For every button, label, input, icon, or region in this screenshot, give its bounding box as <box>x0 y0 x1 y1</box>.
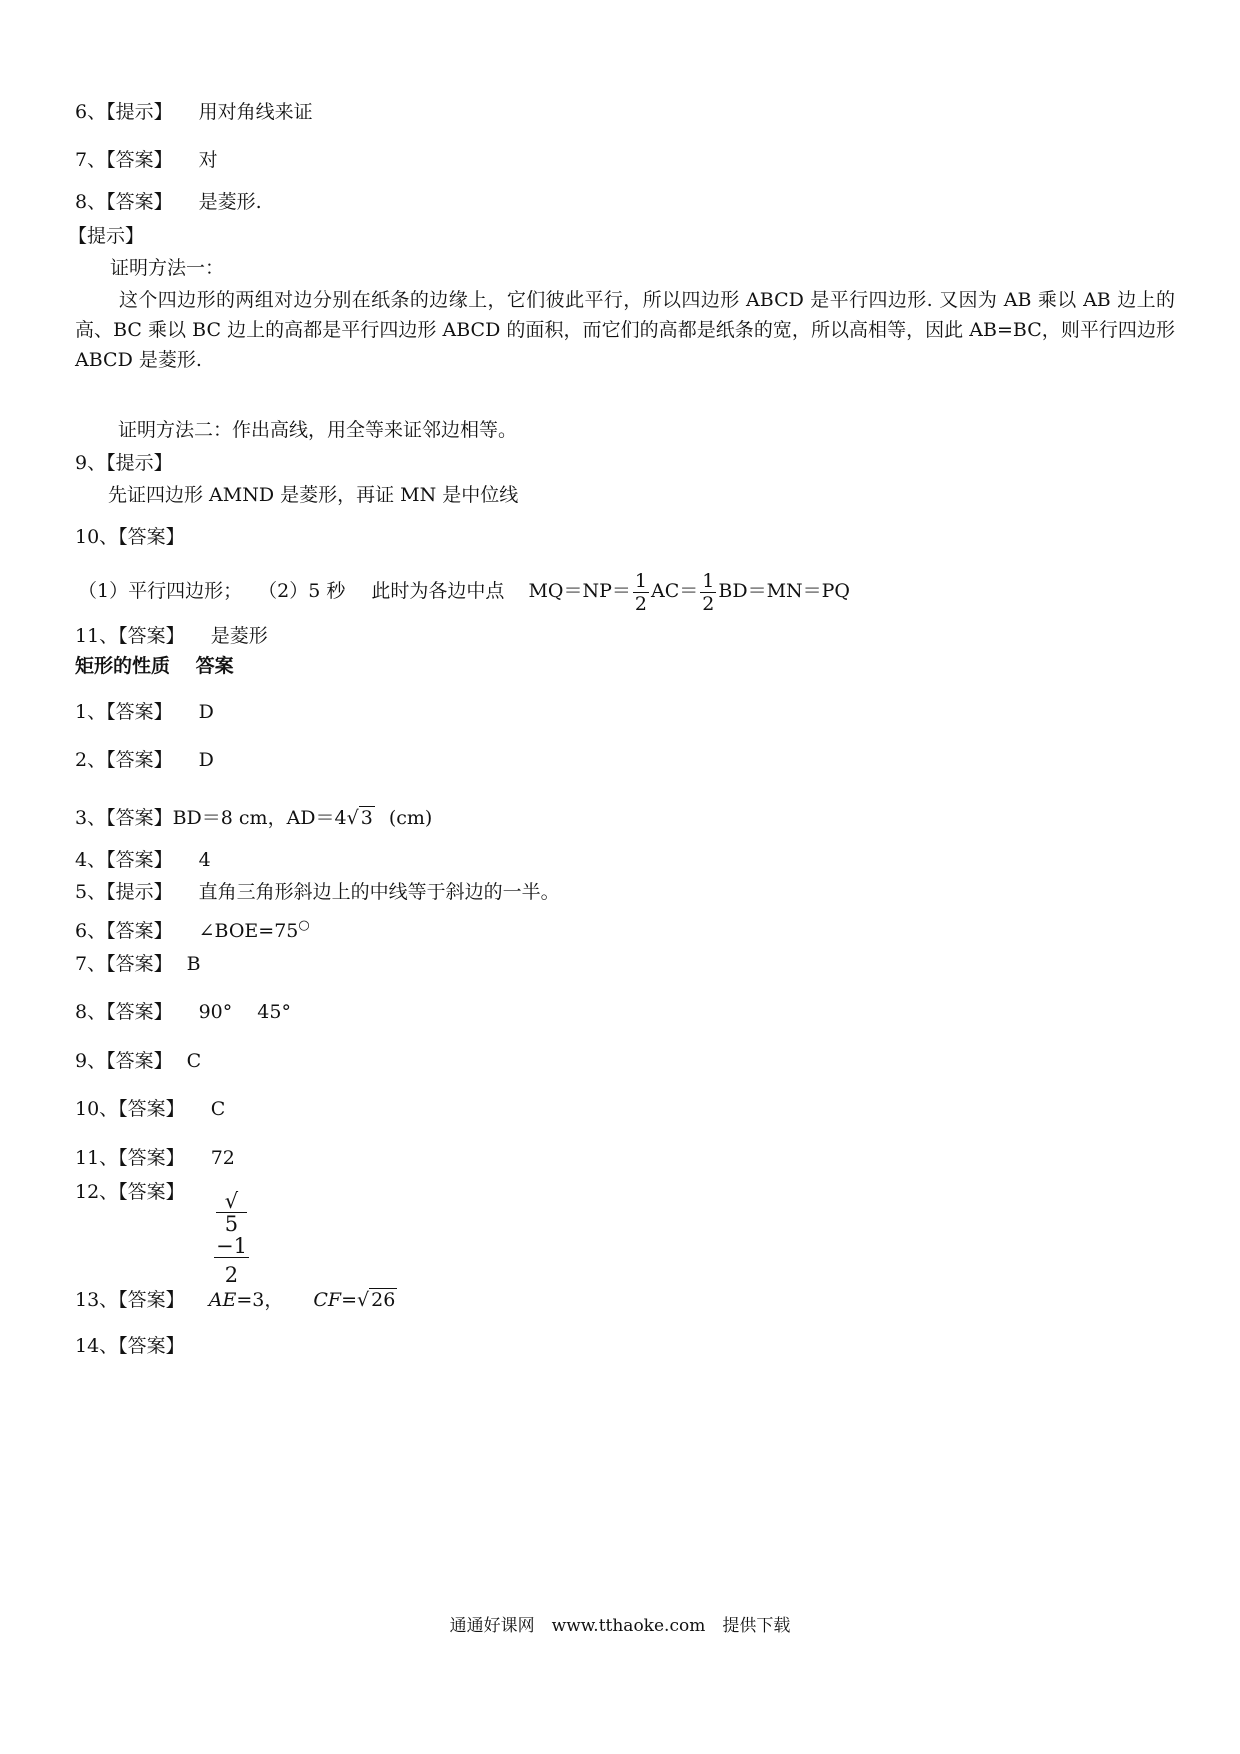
item-number: 12、【答案】 <box>75 1181 185 1203</box>
item-11-answer <box>75 624 268 648</box>
numerator-tail: −1 <box>216 1234 247 1258</box>
rect-item-6 <box>75 914 310 943</box>
item-text: C <box>210 1098 226 1120</box>
fraction-denominator: 2 <box>224 1263 239 1287</box>
proof-1-title: 证明方法一： <box>110 257 225 279</box>
cf-equals: = <box>341 1289 358 1311</box>
item-number: 8、【答案】 <box>75 1001 173 1023</box>
item-text: 对 <box>198 149 218 171</box>
rect-item-10 <box>75 1097 225 1121</box>
item-number: 6、【提示】 <box>75 101 173 123</box>
rect-item-4 <box>75 848 211 872</box>
fraction-sqrt5-minus-1-over-2 <box>214 1190 249 1292</box>
item-text: 用对角线来证 <box>198 101 313 123</box>
item-text: D <box>198 749 214 771</box>
item-9-text: 先证四边形 AMND 是菱形，再证 MN 是中位线 <box>108 484 519 506</box>
rect-item-12-fraction <box>212 1190 251 1292</box>
variable-cf: CF <box>313 1289 342 1311</box>
degree-symbol: ○ <box>298 918 310 933</box>
equation-start: MQ＝NP＝ <box>528 580 631 602</box>
item-text: D <box>198 701 214 723</box>
item-text: ∠BOE=75 <box>198 920 299 942</box>
variable-ae: AE <box>208 1289 237 1311</box>
rect-item-3 <box>75 806 432 830</box>
item-number: 13、【答案】 <box>75 1289 185 1311</box>
item-9-number: 9、【提示】 <box>75 452 173 474</box>
fraction-one-half <box>633 570 649 615</box>
rect-item-7 <box>75 952 201 976</box>
rect-item-12 <box>75 1180 185 1204</box>
hint-label: 【提示】 <box>68 225 145 247</box>
item-number: 6、【答案】 <box>75 920 173 942</box>
rect-item-9 <box>75 1049 201 1073</box>
part-3: 此时为各边中点 <box>371 580 505 602</box>
page-footer: 通通好课网 www.tthaoke.com 提供下载 <box>449 1616 791 1636</box>
fraction-numerator <box>214 1190 249 1258</box>
item-10-answer <box>78 568 850 615</box>
radicand: 26 <box>371 1289 396 1311</box>
proof-1-body <box>75 285 1175 375</box>
sqrt-5: √ 5 <box>216 1190 247 1235</box>
item-text: BD＝8 cm，AD＝4 <box>172 807 347 829</box>
item-number: 8、【答案】 <box>75 191 173 213</box>
rect-item-13 <box>75 1288 397 1312</box>
fraction-denominator: 2 <box>702 592 715 615</box>
item-number: 1、【答案】 <box>75 701 173 723</box>
section-heading: 矩形的性质 答案 <box>75 655 234 677</box>
fraction-numerator: 1 <box>702 569 715 592</box>
fraction-denominator: 2 <box>634 592 648 615</box>
rect-item-2 <box>75 748 214 772</box>
item-text: B <box>186 953 201 975</box>
proof-2: 证明方法二：作出高线，用全等来证邻边相等。 <box>118 419 518 441</box>
item-number: 3、【答案】 <box>75 807 173 829</box>
item-text: 4 <box>198 849 211 871</box>
equation-mid: AC＝ <box>651 580 699 602</box>
item-number: 5、【提示】 <box>75 881 173 903</box>
rect-item-8 <box>75 1000 291 1024</box>
item-text: C <box>186 1050 202 1072</box>
fraction-numerator: 1 <box>634 569 648 592</box>
item-number: 14、【答案】 <box>75 1335 185 1357</box>
item-text: 90° 45° <box>198 1001 291 1023</box>
part-2: （2）5 秒 <box>258 580 346 602</box>
item-8-answer <box>75 190 262 214</box>
radicand: 3 <box>360 807 373 829</box>
item-number: 2、【答案】 <box>75 749 173 771</box>
item-text: 是菱形. <box>198 191 262 213</box>
item-text: 是菱形 <box>210 625 268 647</box>
proof-1-text: 这个四边形的两组对边分别在纸条的边缘上，它们彼此平行，所以四边形 ABCD 是平行四边形. 又因为 AB 乘以 AB 边上的高、BC 乘以 BC 边上的高都是平行四边形 ABCD 的面积，而它们的高都是纸条的宽，所以高相等，因此 AB=BC，则平行四边形 ABCD 是菱形. <box>75 289 1175 371</box>
unit: (cm) <box>388 807 433 829</box>
item-text: 直角三角形斜边上的中线等于斜边的一半。 <box>198 881 560 903</box>
item-10-number: 10、【答案】 <box>75 526 185 548</box>
rect-item-11 <box>75 1146 235 1170</box>
ae-value: =3， <box>236 1289 284 1311</box>
item-number: 11、【答案】 <box>75 625 185 647</box>
item-number: 4、【答案】 <box>75 849 173 871</box>
item-text: 72 <box>210 1147 235 1169</box>
equation-end: BD＝MN＝PQ <box>718 580 851 602</box>
item-number: 11、【答案】 <box>75 1147 185 1169</box>
sqrt-26: √ 26 <box>357 1289 396 1311</box>
rect-item-14 <box>75 1334 185 1358</box>
item-number: 10、【答案】 <box>75 1098 185 1120</box>
item-number: 7、【答案】 <box>75 149 173 171</box>
item-7-answer <box>75 148 218 172</box>
part-1: （1）平行四边形； <box>78 580 243 602</box>
radicand: 5 <box>216 1212 247 1235</box>
item-number: 9、【答案】 <box>75 1050 173 1072</box>
item-6-hint <box>75 100 313 124</box>
item-number: 7、【答案】 <box>75 953 173 975</box>
rect-item-1 <box>75 700 214 724</box>
fraction-one-half <box>700 570 716 615</box>
rect-item-5 <box>75 880 560 904</box>
sqrt-3: √ 3 <box>346 807 373 829</box>
